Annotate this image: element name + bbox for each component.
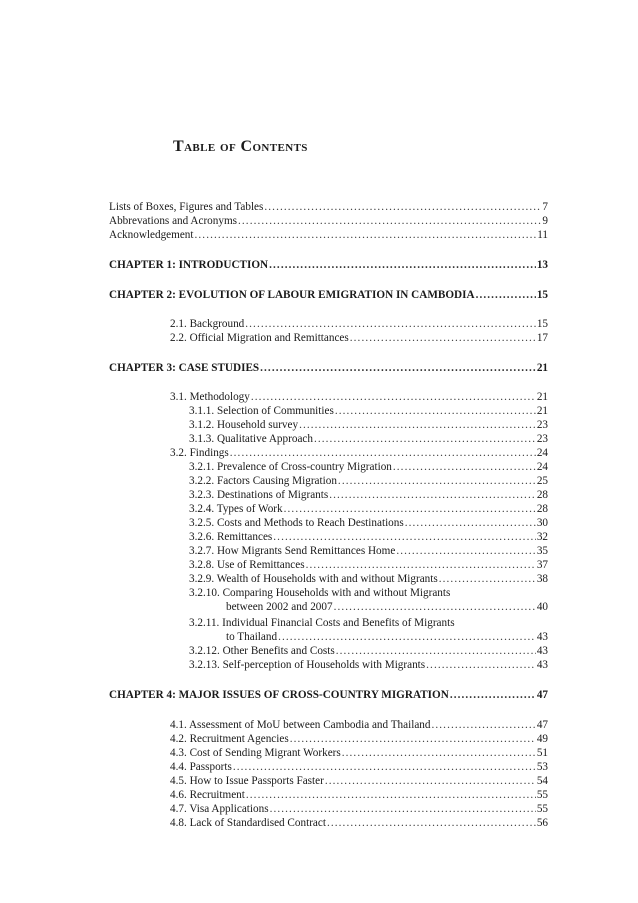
toc-entry-label: CHAPTER 1: INTRODUCTION (109, 259, 269, 271)
toc-entry-page: 43 (536, 631, 548, 643)
toc-entry-page: 38 (536, 573, 548, 585)
toc-leader-dots (306, 558, 536, 572)
toc-entry-page: 40 (536, 601, 548, 613)
toc-entry (170, 760, 548, 774)
toc-entry-label: 4.7. Visa Applications (170, 803, 269, 815)
toc-entry (189, 418, 548, 432)
toc-entry (189, 488, 548, 502)
toc-leader-dots (290, 732, 536, 746)
toc-entry-page: 9 (542, 215, 548, 227)
toc-entry-label: 3.2.6. Remittances (189, 531, 273, 543)
toc-entry-page: 51 (536, 747, 548, 759)
toc-entry-page: 7 (542, 201, 548, 213)
toc-leader-dots (245, 317, 536, 331)
toc-entry (109, 258, 548, 272)
toc-leader-dots (264, 200, 541, 214)
toc-leader-dots (195, 228, 537, 242)
toc-leader-dots (350, 331, 536, 345)
toc-entry-label: 3.1.3. Qualitative Approach (189, 433, 313, 445)
toc-entry-label: 3.2.5. Costs and Methods to Reach Destinations (189, 517, 404, 529)
toc-leader-dots (329, 488, 536, 502)
toc-entry-label: 3.2.1. Prevalence of Cross-country Migration (189, 461, 392, 473)
toc-entry-page: 54 (536, 775, 548, 787)
toc-leader-dots (273, 530, 536, 544)
toc-entry-page: 23 (536, 433, 548, 445)
toc-entry (189, 644, 548, 658)
toc-entry-label: 3.2.10. Comparing Households with and without Migrants (189, 587, 451, 599)
toc-entry-page: 30 (536, 517, 548, 529)
toc-entry-label: Abbrevations and Acronyms (109, 215, 238, 227)
toc-entry (189, 404, 548, 418)
toc-leader-dots (426, 658, 536, 672)
page-title: Table of Contents (173, 138, 308, 155)
toc-entry (170, 774, 548, 788)
toc-entry-label: 4.5. How to Issue Passports Faster (170, 775, 324, 787)
toc-leader-dots (336, 644, 536, 658)
toc-entry-page: 21 (536, 391, 548, 403)
toc-entry-page: 55 (536, 803, 548, 815)
toc-entry-page: 49 (536, 733, 548, 745)
toc-entry (109, 361, 548, 375)
toc-entry (226, 600, 548, 614)
toc-entry (189, 544, 548, 558)
toc-entry-page: 28 (536, 489, 548, 501)
toc-leader-dots (284, 502, 536, 516)
toc-leader-dots (334, 600, 536, 614)
toc-leader-dots (270, 802, 536, 816)
toc-entry-label: 4.3. Cost of Sending Migrant Workers (170, 747, 341, 759)
toc-entry-label: CHAPTER 2: EVOLUTION OF LABOUR EMIGRATION IN CAMBODIA (109, 289, 475, 301)
toc-entry (170, 718, 548, 732)
toc-entry (170, 788, 548, 802)
toc-entry-page: 47 (536, 719, 548, 731)
toc-entry-label: 3.2. Findings (170, 447, 229, 459)
toc-entry-label: Acknowledgement (109, 229, 194, 241)
toc-entry-label: CHAPTER 4: MAJOR ISSUES OF CROSS-COUNTRY MIGRATION (109, 689, 449, 701)
toc-entry-page: 15 (536, 289, 548, 301)
toc-entry-label: 3.1. Methodology (170, 391, 250, 403)
toc-entry-label: 3.2.4. Types of Work (189, 503, 283, 515)
toc-leader-dots (314, 432, 536, 446)
toc-entry-page: 23 (536, 419, 548, 431)
toc-entry-page: 13 (536, 259, 548, 271)
toc-entry-label: 3.1.1. Selection of Communities (189, 405, 334, 417)
toc-leader-dots (396, 544, 535, 558)
toc-entry (189, 460, 548, 474)
toc-entry (109, 228, 548, 242)
toc-entry-label: 3.2.11. Individual Financial Costs and Benefits of Migrants (189, 617, 455, 629)
toc-entry-label: between 2002 and 2007 (226, 601, 333, 613)
toc-entry-page: 53 (536, 761, 548, 773)
toc-entry (170, 732, 548, 746)
toc-entry-label: 3.2.8. Use of Remittances (189, 559, 305, 571)
toc-leader-dots (476, 288, 536, 302)
toc-entry (170, 746, 548, 760)
toc-leader-dots (431, 718, 535, 732)
toc-entry (170, 317, 548, 331)
toc-leader-dots (230, 446, 536, 460)
toc-entry (170, 446, 548, 460)
toc-entry-label: 4.2. Recruitment Agencies (170, 733, 289, 745)
toc-leader-dots (338, 474, 536, 488)
toc-entry-page: 35 (536, 545, 548, 557)
toc-entry (226, 630, 548, 644)
toc-leader-dots (393, 460, 536, 474)
toc-entry-page: 24 (536, 447, 548, 459)
toc-leader-dots (260, 361, 536, 375)
toc-entry (189, 586, 548, 600)
toc-entry-label: CHAPTER 3: CASE STUDIES (109, 362, 260, 374)
toc-entry-label: 3.2.2. Factors Causing Migration (189, 475, 337, 487)
toc-entry (189, 572, 548, 586)
toc-entry-page: 32 (536, 531, 548, 543)
toc-entry (189, 474, 548, 488)
toc-entry-label: 3.1.2. Household survey (189, 419, 299, 431)
toc-leader-dots (405, 516, 536, 530)
toc-leader-dots (299, 418, 536, 432)
toc-entry-label: 3.2.13. Self-perception of Households with Migrants (189, 659, 426, 671)
toc-entry-page: 56 (536, 817, 548, 829)
toc-entry (189, 502, 548, 516)
toc-entry-label: 4.8. Lack of Standardised Contract (170, 817, 326, 829)
toc-entry-label: 3.2.7. How Migrants Send Remittances Home (189, 545, 396, 557)
toc-entry (189, 432, 548, 446)
toc-entry-page: 43 (536, 659, 548, 671)
toc-leader-dots (278, 630, 536, 644)
toc-entry-label: to Thailand (226, 631, 278, 643)
toc-entry-page: 28 (536, 503, 548, 515)
toc-entry-page: 11 (537, 229, 548, 241)
toc-entry (109, 288, 548, 302)
toc-entry (189, 516, 548, 530)
toc-entry (189, 558, 548, 572)
toc-entry-label: 2.2. Official Migration and Remittances (170, 332, 349, 344)
toc-entry-label: 3.2.12. Other Benefits and Costs (189, 645, 335, 657)
toc-leader-dots (335, 404, 536, 418)
toc-entry (170, 331, 548, 345)
toc-entry (170, 802, 548, 816)
toc-entry-page: 24 (536, 461, 548, 473)
toc-entry-label: 4.6. Recruitment (170, 789, 245, 801)
toc-entry (109, 214, 548, 228)
toc-leader-dots (246, 788, 536, 802)
toc-leader-dots (439, 572, 536, 586)
toc-entry-page: 37 (536, 559, 548, 571)
toc-leader-dots (327, 816, 536, 830)
toc-entry-page: 21 (536, 362, 548, 374)
toc-entry-label: 3.2.9. Wealth of Households with and without Migrants (189, 573, 438, 585)
toc-leader-dots (450, 688, 536, 702)
toc-leader-dots (325, 774, 536, 788)
toc-entry (189, 658, 548, 672)
toc-entry-label: 4.4. Passports (170, 761, 232, 773)
toc-entry-label: Lists of Boxes, Figures and Tables (109, 201, 264, 213)
toc-entry-page: 25 (536, 475, 548, 487)
toc-entry-label: 3.2.3. Destinations of Migrants (189, 489, 329, 501)
toc-entry-label: 4.1. Assessment of MoU between Cambodia and Thailand (170, 719, 431, 731)
toc-entry (189, 616, 548, 630)
toc-leader-dots (233, 760, 536, 774)
toc-entry (109, 200, 548, 214)
toc-entry-page: 47 (536, 689, 548, 701)
toc-entry (170, 816, 548, 830)
toc-entry-page: 55 (536, 789, 548, 801)
toc-entry-label: 2.1. Background (170, 318, 245, 330)
toc-entry-page: 17 (536, 332, 548, 344)
toc-entry (109, 688, 548, 702)
toc-entry-page: 21 (536, 405, 548, 417)
toc-entry-page: 43 (536, 645, 548, 657)
toc-entry (170, 390, 548, 404)
toc-leader-dots (238, 214, 541, 228)
toc-leader-dots (269, 258, 536, 272)
toc-leader-dots (251, 390, 536, 404)
toc-entry-page: 15 (536, 318, 548, 330)
toc-entry (189, 530, 548, 544)
toc-leader-dots (342, 746, 536, 760)
